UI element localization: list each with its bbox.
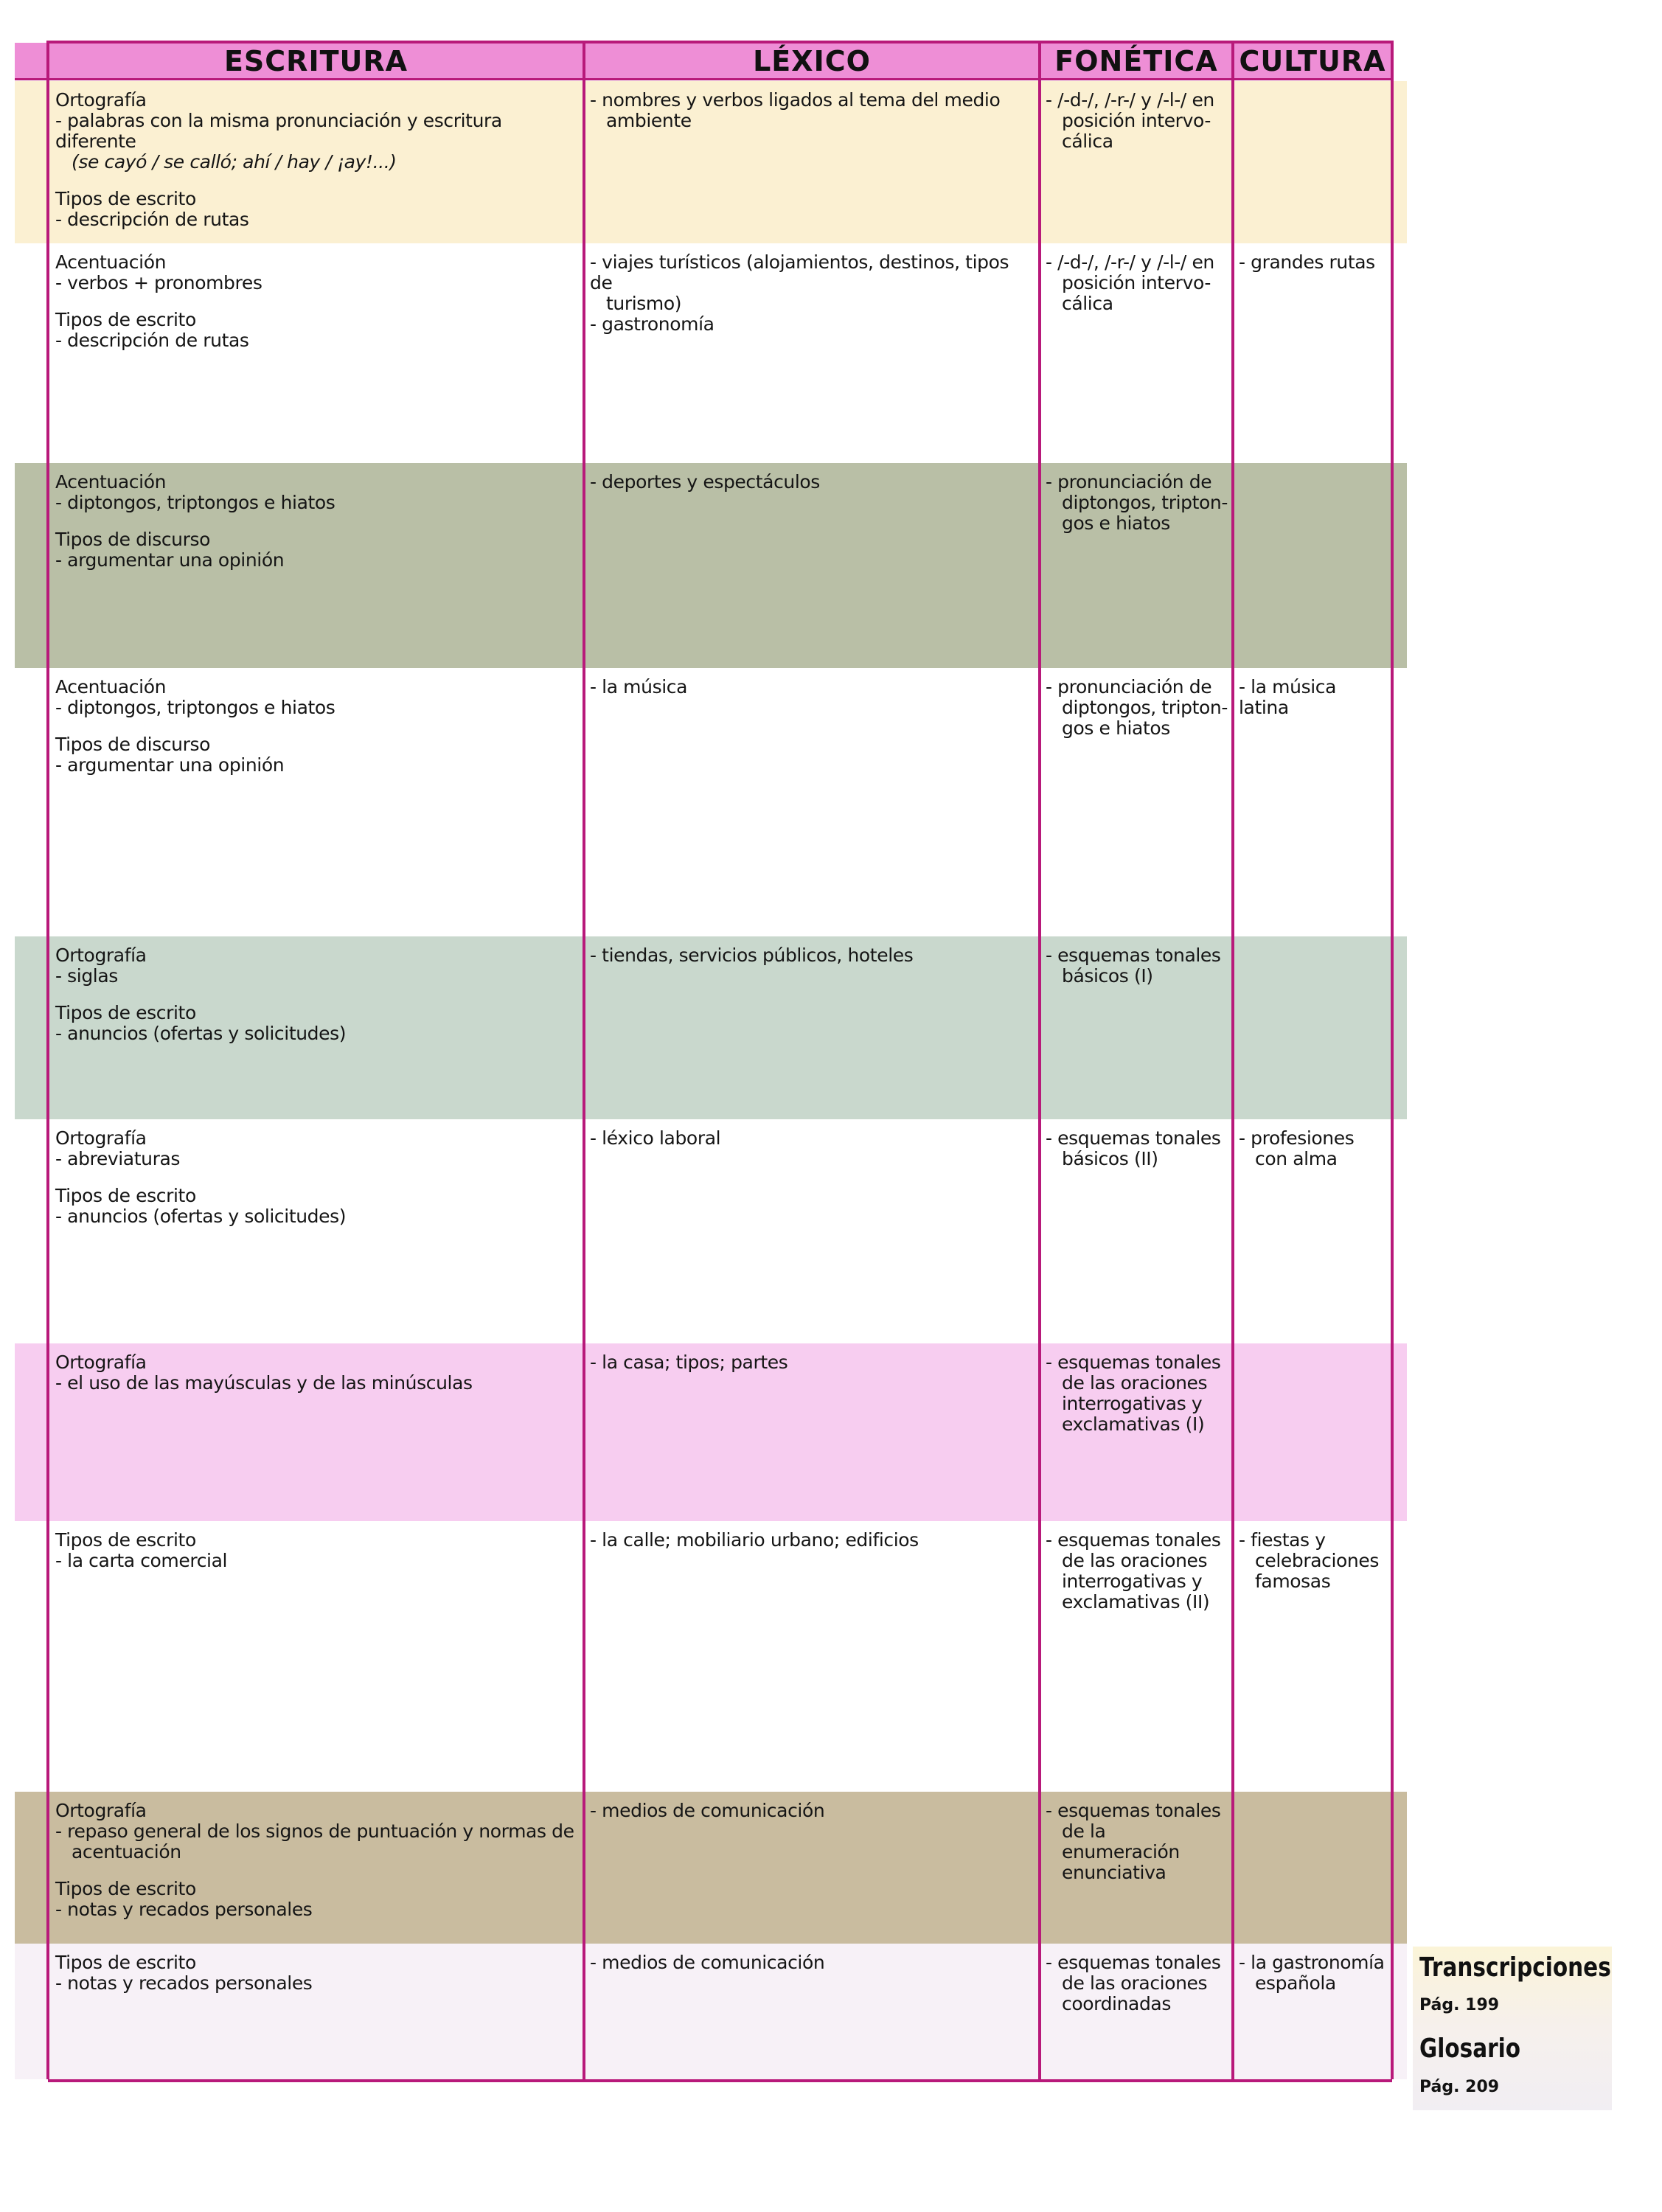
cell-line: - fiestas y [1239, 1529, 1326, 1551]
column-border [46, 41, 49, 2079]
cell-line: cálica [1062, 293, 1113, 314]
block-item: - diptongos, triptongos e hiatos [55, 492, 335, 513]
glosario-link[interactable]: Glosario [1419, 2034, 1521, 2064]
cell-lexico [590, 252, 1035, 335]
cell-block [55, 734, 580, 776]
cell-fonetica [1046, 1128, 1228, 1169]
cell-line: - pronunciación de [1046, 676, 1212, 698]
cell-fonetica [1046, 1801, 1228, 1883]
cell-line: - deportes y espectáculos [590, 471, 820, 493]
cell-line: enunciativa [1062, 1862, 1166, 1883]
block-title: Tipos de escrito [55, 1878, 196, 1899]
cell-escritura [55, 252, 580, 367]
block-title: Tipos de escrito [55, 1952, 196, 1973]
cell-block [55, 1530, 580, 1571]
cell-cultura [1239, 1952, 1388, 1994]
block-title: Ortografía [55, 1800, 147, 1821]
column-border [1038, 41, 1041, 2079]
cell-block [55, 189, 580, 230]
block-item: - notas y recados personales [55, 1972, 313, 1994]
cell-line: - gastronomía [590, 313, 714, 335]
block-item: - el uso de las mayúsculas y de las minúsculas [55, 1372, 473, 1394]
block-item: - notas y recados personales [55, 1899, 313, 1920]
cell-line: - grandes rutas [1239, 251, 1375, 273]
cell-block [55, 1352, 580, 1394]
cell-escritura [55, 1952, 580, 2010]
column-header-escritura: ESCRITURA [48, 43, 584, 80]
block-title: Acentuación [55, 676, 167, 698]
column-header-lexico: LÉXICO [584, 43, 1040, 80]
cell-line: - esquemas tonales [1046, 1800, 1221, 1821]
cell-line: gos e hiatos [1062, 512, 1170, 534]
block-item: - abreviaturas [55, 1148, 180, 1169]
header-underline [15, 78, 1392, 80]
cell-block [55, 1879, 580, 1920]
block-title: Ortografía [55, 945, 147, 966]
cell-line: española [1255, 1972, 1336, 1994]
cell-fonetica [1046, 252, 1228, 314]
cell-block [55, 529, 580, 571]
cell-fonetica [1046, 90, 1228, 152]
cell-line: celebraciones [1255, 1550, 1379, 1571]
block-title: Tipos de discurso [55, 734, 211, 755]
transcripciones-link[interactable]: Transcripciones [1419, 1952, 1611, 1983]
cell-lexico [590, 90, 1035, 131]
cell-line: de las oraciones [1062, 1972, 1208, 1994]
block-item: - anuncios (ofertas y solicitudes) [55, 1023, 347, 1044]
block-title: Acentuación [55, 251, 167, 273]
cell-lexico [590, 1952, 1035, 1973]
cell-line: - la calle; mobiliario urbano; edificios [590, 1529, 919, 1551]
cell-lexico [590, 1352, 1035, 1373]
cell-line: exclamativas (I) [1062, 1413, 1205, 1435]
cell-fonetica [1046, 1952, 1228, 2014]
cell-fonetica [1046, 472, 1228, 534]
cell-line: básicos (II) [1062, 1148, 1158, 1169]
block-item: - repaso general de los signos de puntuación y normas de [55, 1820, 574, 1842]
table-border [48, 41, 1392, 44]
cell-block [55, 1801, 580, 1863]
cell-line: coordinadas [1062, 1993, 1171, 2014]
cell-line: posición intervo- [1062, 110, 1211, 131]
cell-line: - medios de comunicación [590, 1800, 825, 1821]
cell-line: de la enumeración [1062, 1820, 1180, 1863]
cell-line: - la música [590, 676, 688, 698]
cell-line: ambiente [606, 110, 692, 131]
cell-escritura [55, 1128, 580, 1243]
block-item: - la carta comercial [55, 1550, 228, 1571]
table-border [48, 2079, 1392, 2082]
cell-line: de las oraciones [1062, 1372, 1208, 1394]
cell-line: interrogativas y [1062, 1571, 1203, 1592]
cell-line: - viajes turísticos (alojamientos, destinos, tipos de [590, 251, 1015, 293]
block-example: (se cayó / se calló; ahí / hay / ¡ay!...) [72, 151, 397, 173]
cell-line: - la música latina [1239, 676, 1342, 718]
cell-block [55, 1003, 580, 1044]
cell-escritura [55, 945, 580, 1060]
cell-line: - medios de comunicación [590, 1952, 825, 1973]
cell-line: diptongos, tripton- [1062, 697, 1228, 718]
cell-block [55, 472, 580, 513]
cell-line: posición intervo- [1062, 272, 1211, 293]
block-item: - palabras con la misma pronunciación y escritura diferente [55, 110, 508, 152]
column-header-fonetica: FONÉTICA [1040, 43, 1233, 80]
block-title: Acentuación [55, 471, 167, 493]
block-title: Ortografía [55, 89, 147, 111]
column-border [1231, 41, 1234, 2079]
block-item: - verbos + pronombres [55, 272, 262, 293]
block-title: Tipos de discurso [55, 529, 211, 550]
cell-escritura [55, 472, 580, 587]
cell-line: - esquemas tonales [1046, 1529, 1221, 1551]
cell-line: cálica [1062, 131, 1113, 152]
cell-line: de las oraciones [1062, 1550, 1208, 1571]
cell-line: - la gastronomía [1239, 1952, 1385, 1973]
cell-block [55, 90, 580, 173]
cell-line: - esquemas tonales [1046, 1952, 1221, 1973]
cell-line: exclamativas (II) [1062, 1591, 1210, 1613]
cell-lexico [590, 472, 1035, 493]
cell-line: - esquemas tonales [1046, 1352, 1221, 1373]
block-title: Tipos de escrito [55, 1529, 196, 1551]
cell-line: turismo) [606, 293, 682, 314]
cell-block [55, 677, 580, 718]
cell-block [55, 945, 580, 987]
cell-block [55, 310, 580, 351]
block-item: - argumentar una opinión [55, 754, 285, 776]
cell-cultura [1239, 1530, 1388, 1592]
cell-cultura [1239, 677, 1388, 718]
cell-block [55, 1128, 580, 1169]
cell-fonetica [1046, 945, 1228, 987]
cell-lexico [590, 1530, 1035, 1551]
block-title: Ortografía [55, 1352, 147, 1373]
cell-fonetica [1046, 677, 1228, 739]
cell-fonetica [1046, 1352, 1228, 1435]
cell-line: básicos (I) [1062, 965, 1153, 987]
block-title: Ortografía [55, 1127, 147, 1149]
cell-line: - pronunciación de [1046, 471, 1212, 493]
cell-lexico [590, 1128, 1035, 1149]
transcripciones-page: Pág. 199 [1419, 1996, 1500, 2014]
block-title: Tipos de escrito [55, 309, 196, 330]
column-border [1391, 41, 1394, 2079]
cell-lexico [590, 677, 1035, 698]
cell-line: famosas [1255, 1571, 1331, 1592]
cell-line: - esquemas tonales [1046, 1127, 1221, 1149]
block-title: Tipos de escrito [55, 1185, 196, 1206]
cell-line: - léxico laboral [590, 1127, 721, 1149]
cell-line: - /-d-/, /-r-/ y /-l-/ en [1046, 251, 1214, 273]
block-item: - anuncios (ofertas y solicitudes) [55, 1206, 347, 1227]
cell-escritura [55, 1530, 580, 1587]
cell-line: interrogativas y [1062, 1393, 1203, 1414]
block-title: Tipos de escrito [55, 1002, 196, 1023]
block-title: Tipos de escrito [55, 188, 196, 209]
cell-line: - /-d-/, /-r-/ y /-l-/ en [1046, 89, 1214, 111]
cell-line: - nombres y verbos ligados al tema del medio [590, 89, 1001, 111]
cell-escritura [55, 1801, 580, 1936]
block-item: - siglas [55, 965, 118, 987]
cell-escritura [55, 677, 580, 792]
cell-lexico [590, 945, 1035, 966]
header-margin [15, 43, 48, 80]
cell-block [55, 252, 580, 293]
block-item: - argumentar una opinión [55, 549, 285, 571]
column-header-cultura: CULTURA [1233, 43, 1392, 80]
cell-escritura [55, 90, 580, 246]
cell-block [55, 1186, 580, 1227]
cell-line: - la casa; tipos; partes [590, 1352, 788, 1373]
block-item: - diptongos, triptongos e hiatos [55, 697, 335, 718]
cell-escritura [55, 1352, 580, 1410]
column-border [583, 41, 585, 2079]
cell-line: - profesiones [1239, 1127, 1355, 1149]
block-item: - descripción de rutas [55, 330, 249, 351]
glosario-page: Pág. 209 [1419, 2078, 1500, 2096]
cell-line: - esquemas tonales [1046, 945, 1221, 966]
cell-line: con alma [1255, 1148, 1338, 1169]
cell-line: - tiendas, servicios públicos, hoteles [590, 945, 914, 966]
cell-block [55, 1952, 580, 1994]
cell-lexico [590, 1801, 1035, 1821]
block-item: acentuación [72, 1841, 181, 1863]
cell-cultura [1239, 1128, 1388, 1169]
cell-line: gos e hiatos [1062, 717, 1170, 739]
block-item: - descripción de rutas [55, 209, 249, 230]
cell-cultura [1239, 252, 1388, 273]
cell-fonetica [1046, 1530, 1228, 1613]
cell-line: diptongos, tripton- [1062, 492, 1228, 513]
